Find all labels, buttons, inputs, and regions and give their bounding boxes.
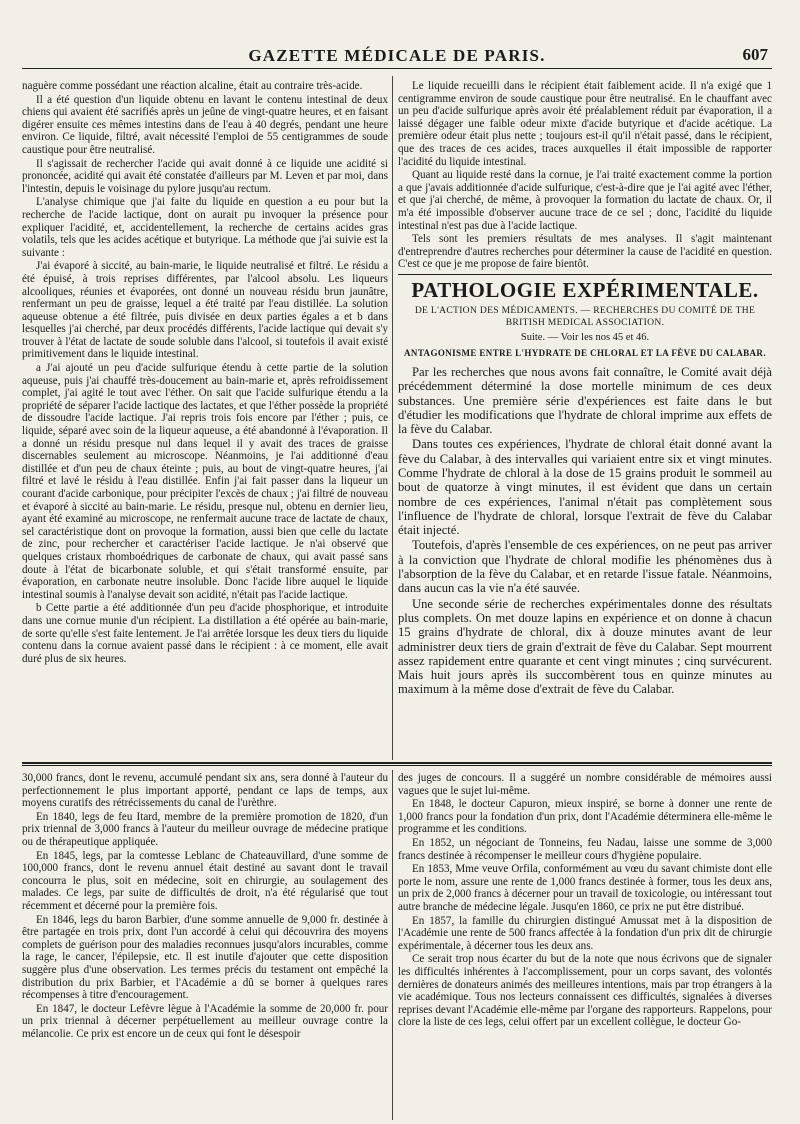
- paragraph: En 1847, le docteur Lefèvre lègue à l'Académie la somme de 20,000 fr. pour un prix triennal à décerner perpétuellement au meilleur ouvrage contre la mélancolie. Ce prix est encore un de ceux qui font le désespoir: [22, 1002, 388, 1040]
- upper-right-column: [398, 80, 772, 758]
- paragraph: En 1845, legs, par la comtesse Leblanc de Chateauvillard, d'une somme de 100,000 francs, dont le revenu annuel était destiné au savant dont le travail concourra le plus, soit en médecine, soit en chirurgie, au soulagement des malades. Ce legs, par suite de difficultés de droit, n'a été régularisé que tout récemment et décerné pour la première fois.: [22, 849, 388, 912]
- paragraph: Le liquide recueilli dans le récipient était faiblement acide. Il n'a exigé que 1 centigramme environ de soude caustique pour être neutralisé. En le chauffant avec un peu d'acide sulfurique après avoir été préalablement réduit par évaporation, il a laissé dégager une faible odeur mixte d'acide butyrique et d'acide acétique. La première odeur était plus nette ; toujours est-il qu'il n'était passé, dans le récipient, que des traces de ces acides, traces auxquelles il était impossible de rapporter l'acidité du liquide intestinal.: [398, 80, 772, 168]
- page-number: 607: [742, 45, 768, 64]
- horizontal-divider-thin: [22, 765, 772, 766]
- paragraph: Dans toutes ces expériences, l'hydrate de chloral était donné avant la fève du Calabar, à des intervalles qui variaient entre six et vingt minutes. Comme l'hydrate de chloral à la dose de 15 grains produit le sommeil au bout de quatorze à vingt minutes, il est évident que dans un certain nombre de ces expériences, l'animal n'était pas complètement sous l'influence de l'hydrate de chloral, lorsque l'extrait de fève du Calabar était injecté.: [398, 437, 772, 538]
- page-header: [22, 44, 772, 69]
- paragraph: Toutefois, d'après l'ensemble de ces expériences, on ne peut pas arriver à la conviction que l'hydrate de chloral modifie les phénomènes dus à l'absorption de la fève du Calabar, et en retarde l'issue fatale. Néanmoins, dans aucun cas la vie n'a été sauvée.: [398, 538, 772, 596]
- paragraph: des juges de concours. Il a suggéré un nombre considérable de mémoires aussi vagues que le sujet lui-même.: [398, 772, 772, 797]
- paragraph: En 1853, Mme veuve Orfila, conformément au vœu du savant chimiste dont elle porte le nom, assure une rente de 1,000 francs destinée à former, tous les deux ans, un prix de 2,000 francs à décerner pour un travail de toxicologie, ou intéressant tout autre branche de médecine légale. Jusqu'en 1860, ce prix ne put être distribué.: [398, 863, 772, 913]
- journal-title: GAZETTE MÉDICALE DE PARIS.: [248, 46, 546, 65]
- paragraph: Quant au liquide resté dans la cornue, je l'ai traité exactement comme la portion a que j'avais additionnée d'acide sulfurique, c'est-à-dire que je l'ai agité avec l'éther, et que j'ai cherché, de même, à provoquer la formation du lactate de chaux. Or, il m'a été impossible d'observer aucune trace de ce sel ; donc, l'acidité du liquide intestinal n'est pas due à l'acide lactique.: [398, 169, 772, 232]
- paragraph: En 1848, le docteur Capuron, mieux inspiré, se borne à donner une rente de 1,000 francs pour la fondation d'un prix, dont l'Académie déterminera elle-même le programme et les conditions.: [398, 798, 772, 836]
- paragraph: L'analyse chimique que j'ai faite du liquide en question a eu pour but la recherche de l'acide lactique, dont on aurait pu invoquer la présence pour expliquer l'acidité, et, accidentellement, la recherche de certains acides gras volatils, tels que les acides acétique et butyrique. La méthode que j'ai suivie est la suivante :: [22, 196, 388, 259]
- section-title: PATHOLOGIE EXPÉRIMENTALE.: [411, 277, 759, 302]
- paragraph: En 1852, un négociant de Tonneins, feu Nadau, laisse une somme de 3,000 francs destinée à récompenser le meilleur cours d'hygiène populaire.: [398, 836, 772, 862]
- section-divider: [398, 274, 772, 275]
- paragraph: naguère comme possédant une réaction alcaline, était au contraire très-acide.: [22, 80, 363, 92]
- lower-right-column: [398, 772, 772, 1122]
- paragraph: a J'ai ajouté un peu d'acide sulfurique étendu à cette partie de la solution aqueuse, puis j'ai chauffé très-doucement au bain-marie et, après refroidissement complet, j'ai agité le tout avec l'éther. On sait que l'acide sulfurique étendu a la propriété de séparer l'acide lactique des lactates, et que l'éther possède la propriété de dissoudre l'acide lactique. J'ai repris trois fois encore par l'éther ; puis, ce liquide, séparé avec soin de la liqueur aqueuse, a été abandonné à l'évaporation. Il a donné un résidu presque nul dans lequel il y avait des traces de graisse discernables seulement au microscope. Néanmoins, je l'ai additionné d'eau distillée et d'un peu de chaux éteinte ; puis, au bout de vingt-quatre heures, j'ai filtré et lavé le résidu à l'eau distillée. Enfin j'ai fait passer dans la liqueur un courant d'acide carbonique, pour précipiter l'excès de chaux ; j'ai filtré de nouveau et évaporé à siccité au bain-marie. Le résidu, presque nul, obtenu en dernier lieu, ayant été examiné au microscope, ne renfermait aucune trace de lactate de chaux, sel caractéristique dont on provoque la formation, aussi bien que celle du lactate de zinc, pour rechercher et caractériser l'acide lactique. Je n'ai observé que quelques cristaux rhomboédriques de carbonate de chaux, qui avait passé sans doute à l'état de bicarbonate soluble, et qui s'était transformé ensuite, par évaporation, en carbonate neutre insoluble. Donc l'acide libre auquel le liquide intestinal soumis à l'analyse devait son acidité, n'était pas l'acide lactique.: [22, 362, 388, 601]
- paragraph: En 1857, la famille du chirurgien distingué Amussat met à la disposition de l'Académie une rente de 500 francs affectée à la fondation d'un prix dit de chirurgie expérimentale, à décerner tous les deux ans.: [398, 914, 772, 952]
- paragraph: En 1846, legs du baron Barbier, d'une somme annuelle de 9,000 fr. destinée à être partagée en trois prix, dont l'un accordé à celui qui découvrira des moyens complets de guérison pour des maladies reconnues jusqu'alors incurables, comme la rage, le cancer, l'épilepsie, etc. Il est inutile d'ajouter que cette disposition suggère plus d'une observation. Les termes précis du testament ont empêché la distribution du prix Barbier, et l'Académie a dû se borner à quelques rares récompenses à titre d'encouragement.: [22, 913, 388, 1002]
- paragraph: Par les recherches que nous avons fait connaître, le Comité avait déjà précédemment déterminé la dose mortelle minimum de ces deux substances. Une première série d'expériences est faite dans le but d'étudier les modifications que l'hydrate de chloral imprime aux effets de la fève du Calabar.: [398, 364, 772, 437]
- section-subtitle: DE L'ACTION DES MÉDICAMENTS. — RECHERCHES DU COMITÉ DE THE BRITISH MEDICAL ASSOCIATION.: [414, 304, 756, 328]
- paragraph: b Cette partie a été additionnée d'un peu d'acide phosphorique, et introduite dans une cornue munie d'un récipient. La distillation a été opérée au bain-marie, de sorte qu'elle s'est faite lentement. Je l'ai arrêtée lorsque les deux tiers du liquide contenu dans la cornue avaient passé dans le récipient : à ce moment, elle avait duré plus de six heures.: [22, 602, 388, 665]
- paragraph: 30,000 francs, dont le revenu, accumulé pendant six ans, sera donné à l'auteur du perfectionnement le plus important apporté, pendant ce laps de temps, aux moyens curatifs des rétrécissements du canal de l'urèthre.: [22, 772, 388, 810]
- paragraph: Tels sont les premiers résultats de mes analyses. Il s'agit maintenant d'entreprendre d'autres recherches pour déterminer la cause de l'acidité en question. C'est ce que je me propose de faire bientôt.: [398, 233, 772, 271]
- lower-left-column: [22, 772, 388, 1122]
- article-heading: ANTAGONISME ENTRE L'HYDRATE DE CHLORAL ET LA FÈVE DU CALABAR.: [404, 347, 766, 358]
- upper-left-column: [22, 80, 388, 758]
- paragraph: J'ai évaporé à siccité, au bain-marie, le liquide neutralisé et filtré. Le résidu a été épuisé, à trois reprises différentes, par l'alcool absolu. Les liqueurs alcooliques, réunies et évaporées, ont donné un nouveau résidu brun jaunâtre, renfermant un peu de graisse, lequel a été traité par l'eau distillée. La solution aqueuse obtenue a été filtrée, puis divisée en deux parties égales a et b dans lesquelles j'ai cherché, par deux procédés différents, l'acide lactique qui devait s'y trouver à l'état de lactate de soude soluble dans l'alcool, si toutefois il avait existé primitivement dans le liquide intestinal.: [22, 260, 388, 361]
- paragraph: Une seconde série de recherches expérimentales donne des résultats plus complets. On met douze lapins en expérience et on donne à chacun 15 grains d'hydrate de chloral, dix à douze minutes avant de leur administrer deux tiers de grain d'extrait de fève du Calabar. Sept mourrent assez rapidement entre quarante et cent vingt minutes ; cinq survécurent. Mais huit jours après ils succombèrent tous en quinze minutes au maximum à la même dose d'extrait de fève du Calabar.: [398, 596, 772, 697]
- column-divider-upper: [392, 76, 393, 760]
- paragraph: Il a été question d'un liquide obtenu en lavant le contenu intestinal de deux chiens qui avaient été sacrifiés après un jeûne de vingt-quatre heures, et en faisant digérer ensuite ces mêmes intestins dans de l'eau à 40 degrés, pendant une heure environ. Ce liquide, filtré, avait nécessité l'emploi de 55 centigrammes de soude caustique pour être neutralisé.: [22, 93, 388, 156]
- paragraph: Il s'agissait de rechercher l'acide qui avait donné à ce liquide une acidité si prononcée, acidité qui avait été constatée d'ailleurs par M. Leven et par moi, dans l'intestin, depuis le voisinage du pylore jusqu'au rectum.: [22, 157, 388, 195]
- horizontal-divider: [22, 762, 772, 764]
- paragraph: En 1840, legs de feu Itard, membre de la première promotion de 1820, d'un prix triennal de 3,000 francs à l'auteur du meilleur ouvrage de médecine pratique ou de thérapeutique appliquée.: [22, 810, 388, 848]
- paragraph: Ce serait trop nous écarter du but de la note que nous écrivons que de signaler les difficultés inhérentes à l'accomplissement, pour un corps savant, des volontés dernières de donateurs animés des meilleures intentions, mais par trop étrangers à la vie académique. Tous nos lecteurs connaissent ces difficultés, signalées à diverses reprises devant l'Académie elle-même par l'organe des rapporteurs. Rappelons, pour clore la liste de ces legs, celui offert par un excellent collègue, le docteur Go-: [398, 953, 772, 1029]
- suite-line: Suite. — Voir les nos 45 et 46.: [520, 331, 650, 343]
- column-divider-lower: [392, 770, 393, 1120]
